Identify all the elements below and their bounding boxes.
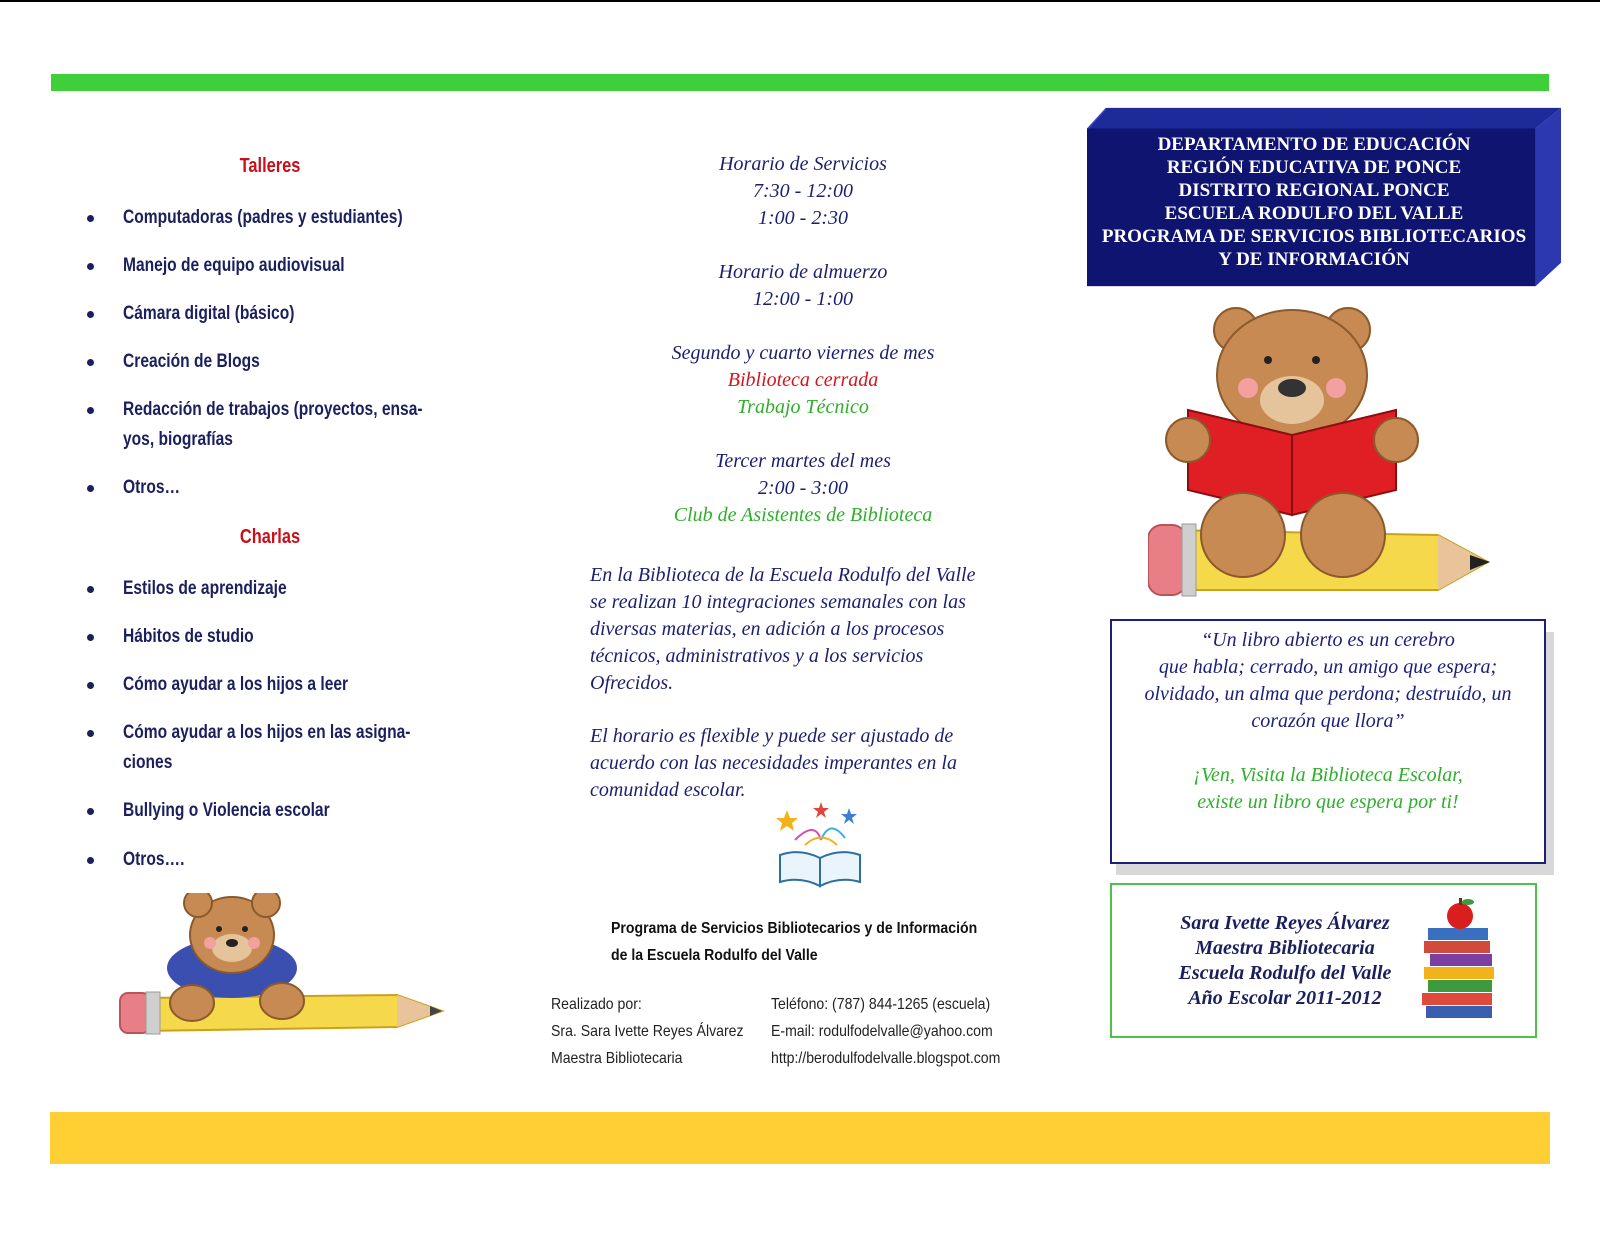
- list-item: Creación de Blogs: [123, 347, 488, 377]
- bullet-icon: [87, 634, 94, 641]
- paragraph-line: En la Biblioteca de la Escuela Rodulfo del Valle: [590, 564, 976, 586]
- bullet-icon: [87, 682, 94, 689]
- list-item: Manejo de equipo audiovisual: [123, 251, 488, 281]
- list-item-continuation: ciones: [123, 752, 173, 773]
- paragraph-line: diversas materias, en adición a los procesos: [590, 618, 945, 640]
- charlas-list: [123, 574, 474, 875]
- invite-line: ¡Ven, Visita la Biblioteca Escolar,: [1193, 764, 1463, 786]
- quote-line: olvidado, un alma que perdona; destruído, un: [1144, 683, 1512, 705]
- list-item: Otros….: [123, 845, 474, 875]
- author-role: Maestra Bibliotecaria: [551, 1050, 683, 1067]
- program-line-1: Programa de Servicios Bibliotecarios y de Información: [611, 920, 978, 937]
- paragraph-line: se realizan 10 integraciones semanales con las: [590, 591, 966, 613]
- horario-time-1: 7:30 - 12:00: [753, 180, 853, 202]
- list-item: Cómo ayudar a los hijos a leer: [123, 670, 474, 700]
- department-header-text: [1087, 133, 1541, 271]
- dept-line: REGIÓN EDUCATIVA DE PONCE: [1166, 157, 1462, 178]
- martes-time: 2:00 - 3:00: [758, 477, 848, 499]
- hours-section: [583, 151, 1023, 529]
- list-item: Cómo ayudar a los hijos en las asigna-: [123, 718, 474, 748]
- viernes-title: Segundo y cuarto viernes de mes: [671, 342, 935, 364]
- bullet-icon: [87, 808, 94, 815]
- flexible-schedule-paragraph: [590, 723, 1040, 804]
- bullet-icon: [87, 485, 94, 492]
- bullet-icon: [87, 263, 94, 270]
- charlas-heading: Charlas: [239, 526, 301, 548]
- integration-paragraph: [590, 562, 1040, 697]
- credit-line: Escuela Rodulfo del Valle: [1178, 962, 1392, 984]
- bullet-icon: [87, 311, 94, 318]
- program-name: [611, 915, 1031, 969]
- open-book-stars-illustration: [775, 800, 865, 890]
- dept-line: ESCUELA RODULFO DEL VALLE: [1164, 203, 1464, 224]
- paragraph-line: El horario es flexible y puede ser ajustado de: [590, 725, 954, 747]
- quote-line: que habla; cerrado, un amigo que espera;: [1158, 656, 1498, 678]
- talleres-heading: Talleres: [239, 155, 301, 177]
- bear-on-pencil-illustration: [112, 893, 452, 1045]
- almuerzo-title: Horario de almuerzo: [718, 261, 888, 283]
- bullet-icon: [87, 857, 94, 864]
- list-item: Otros…: [123, 473, 488, 503]
- blog-link[interactable]: http://berodulfodelvalle.blogspot.com: [771, 1050, 1001, 1067]
- talleres-list: [123, 203, 488, 503]
- list-item: Computadoras (padres y estudiantes): [123, 203, 488, 233]
- green-header-bar: [51, 74, 1549, 91]
- dept-line: PROGRAMA DE SERVICIOS BIBLIOTECARIOS: [1101, 226, 1527, 247]
- books-apple-icon: [1418, 898, 1503, 1023]
- bullet-icon: [87, 730, 94, 737]
- dept-line: DEPARTAMENTO DE EDUCACIÓN: [1157, 134, 1471, 155]
- bullet-icon: [87, 586, 94, 593]
- list-item: Estilos de aprendizaje: [123, 574, 474, 604]
- bullet-icon: [87, 407, 94, 414]
- phone-text: Teléfono: (787) 844-1265 (escuela): [771, 996, 991, 1013]
- invite-line: existe un libro que espera por ti!: [1197, 791, 1459, 813]
- list-item-continuation: yos, biografías: [123, 429, 233, 450]
- quote-line: “Un libro abierto es un cerebro: [1201, 629, 1455, 651]
- credit-line: Sara Ivette Reyes Álvarez: [1180, 912, 1390, 934]
- contact-block: [771, 991, 1051, 1072]
- bullet-icon: [87, 359, 94, 366]
- dept-line: DISTRITO REGIONAL PONCE: [1178, 180, 1450, 201]
- yellow-footer-bar: [50, 1112, 1550, 1164]
- email-link[interactable]: E-mail: rodulfodelvalle@yahoo.com: [771, 1023, 993, 1040]
- credit-line: Maestra Bibliotecaria: [1195, 937, 1375, 959]
- horario-time-2: 1:00 - 2:30: [758, 207, 848, 229]
- trabajo-tecnico: Trabajo Técnico: [737, 396, 869, 418]
- dept-line: Y DE INFORMACIÓN: [1218, 249, 1410, 270]
- paragraph-line: Ofrecidos.: [590, 672, 674, 694]
- quote-text: [1112, 627, 1544, 816]
- credit-line: Año Escolar 2011-2012: [1188, 987, 1382, 1009]
- credits-text: [1135, 911, 1435, 1011]
- quote-line: corazón que llora”: [1251, 710, 1405, 732]
- martes-title: Tercer martes del mes: [715, 450, 891, 472]
- paragraph-line: técnicos, administrativos y a los servicios: [590, 645, 924, 667]
- list-item: Cámara digital (básico): [123, 299, 488, 329]
- list-item: Redacción de trabajos (proyectos, ensa-: [123, 395, 488, 425]
- paragraph-line: comunidad escolar.: [590, 779, 746, 801]
- author-name: Sra. Sara Ivette Reyes Álvarez: [551, 1023, 744, 1040]
- bullet-icon: [87, 215, 94, 222]
- biblioteca-cerrada: Biblioteca cerrada: [727, 369, 879, 391]
- program-line-2: de la Escuela Rodulfo del Valle: [611, 947, 818, 964]
- bear-reading-book-illustration: [1148, 300, 1498, 605]
- realizado-label: Realizado por:: [551, 996, 642, 1013]
- author-block: [551, 991, 771, 1072]
- club-asistentes: Club de Asistentes de Biblioteca: [673, 504, 933, 526]
- list-item: Bullying o Violencia escolar: [123, 796, 474, 826]
- top-border-line: [0, 0, 1600, 2]
- list-item: Hábitos de studio: [123, 622, 474, 652]
- horario-title: Horario de Servicios: [719, 153, 887, 175]
- almuerzo-time: 12:00 - 1:00: [753, 288, 853, 310]
- paragraph-line: acuerdo con las necesidades imperantes en la: [590, 752, 957, 774]
